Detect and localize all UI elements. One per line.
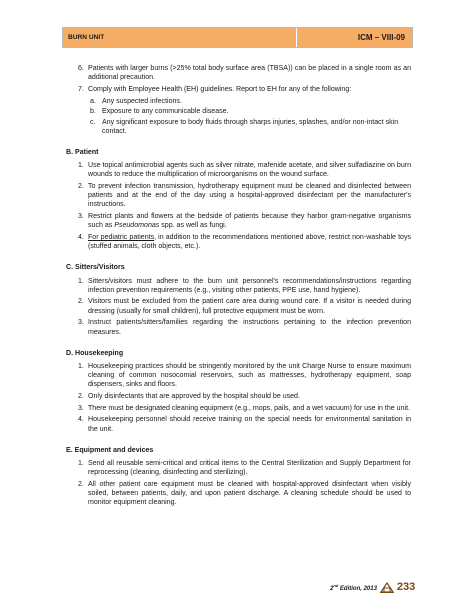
- item-number: 2.: [78, 298, 84, 306]
- list-item: [66, 480, 411, 507]
- page-header: [62, 27, 413, 48]
- item-text: Only disinfectants that are approved by the hospital should be used.: [88, 392, 300, 400]
- list-item: [66, 64, 411, 82]
- document-body: [66, 64, 411, 510]
- item-number: 3.: [78, 213, 84, 221]
- item-number: 2.: [78, 480, 84, 488]
- item-number: 7.: [78, 85, 84, 93]
- item-number: 3.: [78, 319, 84, 327]
- item-number: 1.: [78, 162, 84, 170]
- item-text: Visitors must be excluded from the patient care area during wound care. If a visitor is needed during dressing (usually for small children), full protective equipment must be worn.: [88, 298, 411, 315]
- page-footer: [330, 580, 415, 594]
- item-number: 1.: [78, 362, 84, 370]
- item-number: 1.: [78, 459, 84, 467]
- item-emphasis: For pediatric patients: [88, 234, 155, 242]
- item-text: To prevent infection transmission, hydrotherapy equipment must be cleaned and disinfected between patients and at the end of the day using a hospital-approved disinfectant per the manufacturer's instructions.: [88, 183, 411, 209]
- item-text: Send all reusable semi-critical and critical items to the Central Sterilization and Supply Department for reprocessing (cleaning, disinfecting and sterilizing).: [88, 459, 411, 477]
- item-number: 1.: [78, 277, 84, 285]
- item-text: Comply with Employee Health (EH) guidelines. Report to EH for any of the following:: [88, 85, 352, 93]
- list-item: [66, 85, 411, 94]
- item-text: Housekeeping practices should be stringently monitored by the unit Charge Nurse to ensure maximum cleaning of common nosocomial reservoirs, such as mattresses, hydrotherapy equipment, soap dispensers, sinks and floors.: [88, 362, 411, 389]
- list-item: [66, 277, 411, 295]
- item-number: 4.: [78, 234, 84, 242]
- item-number: 4.: [78, 416, 84, 424]
- section-heading-sitters: C. Sitters/Visitors: [66, 264, 125, 272]
- list-item: [66, 161, 411, 179]
- item-text: There must be designated cleaning equipment (e.g., mops, pails, and a wet vacuum) for use in the unit.: [88, 404, 410, 412]
- item-text: All other patient care equipment must be cleaned with hospital-approved disinfectant when visibly soiled, between patients, daily, and upon patient discharge. A cleaning schedule should be used to monitor equipment cleaning.: [88, 480, 411, 507]
- hospital-logo-icon: [380, 582, 394, 593]
- edition-label: [330, 583, 377, 592]
- sub-item: [66, 107, 411, 116]
- item-text: Patients with larger burns (>25% total body surface area (TBSA)) can be placed in a single room as an additional precaution.: [88, 65, 411, 82]
- sub-item: [66, 118, 411, 136]
- item-text: Sitters/visitors must adhere to the burn unit personnel's recommendations/instructions regarding infection prevention requirements (e.g., visiting other patients, PPE use, hand hygiene).: [88, 277, 411, 294]
- item-text: Instruct patients/sitters/families regarding the instructions pertaining to the infection prevention measures.: [88, 319, 411, 336]
- item-number: 2.: [78, 183, 84, 191]
- page-number: 233: [396, 581, 416, 593]
- item-text: Restrict plants and flowers at the bedside of patients because they harbor gram-negative organisms such as: [88, 213, 411, 230]
- item-text: , in addition to the recommendations mentioned above, restrict non-washable toys (stuffed animals, cloth objects, etc.).: [88, 234, 411, 251]
- list-item: [66, 182, 411, 209]
- list-item: [66, 233, 411, 251]
- sub-item: [66, 97, 411, 106]
- list-item: [66, 392, 411, 401]
- list-item: [66, 297, 411, 315]
- sub-item-letter: a.: [90, 97, 96, 105]
- edition-suffix: nd: [333, 582, 339, 588]
- item-number: 3.: [78, 404, 84, 412]
- organism-name: Pseudomonas: [114, 222, 160, 230]
- header-section-title: BURN UNIT: [63, 28, 296, 47]
- item-text-end: spp. as well as fungi.: [159, 222, 227, 230]
- list-item: [66, 404, 411, 413]
- header-document-code: ICM – VIII-09: [296, 28, 412, 47]
- item-text: Housekeeping personnel should receive training on the special needs for environmental sanitation in the unit.: [88, 416, 411, 433]
- sub-item-letter: c.: [90, 118, 96, 126]
- edition-number: 2: [330, 585, 334, 592]
- item-number: 2.: [78, 392, 84, 400]
- list-item: [66, 362, 411, 389]
- sub-item-text: Exposure to any communicable disease.: [102, 108, 229, 116]
- sub-item-text: Any suspected infections.: [102, 97, 182, 105]
- sub-item-text: Any significant exposure to body fluids through sharps injuries, splashes, and/or non-intact skin contact.: [102, 118, 399, 135]
- edition-text: Edition, 2013: [338, 585, 377, 592]
- item-number: 6.: [78, 65, 84, 72]
- section-heading-housekeeping: D. Housekeeping: [66, 349, 124, 357]
- item-text: Use topical antimicrobial agents such as silver nitrate, mafenide acetate, and silver sulfadiazine on burn wounds to reduce the multiplication of microorganisms on the wound surface.: [88, 162, 411, 179]
- list-item: [66, 415, 411, 433]
- section-heading-patient: B. Patient: [66, 149, 99, 157]
- list-item: [66, 459, 411, 477]
- list-item: [66, 318, 411, 336]
- list-item: [66, 212, 411, 230]
- section-heading-equipment: E. Equipment and devices: [66, 446, 154, 454]
- sub-item-letter: b.: [90, 108, 96, 116]
